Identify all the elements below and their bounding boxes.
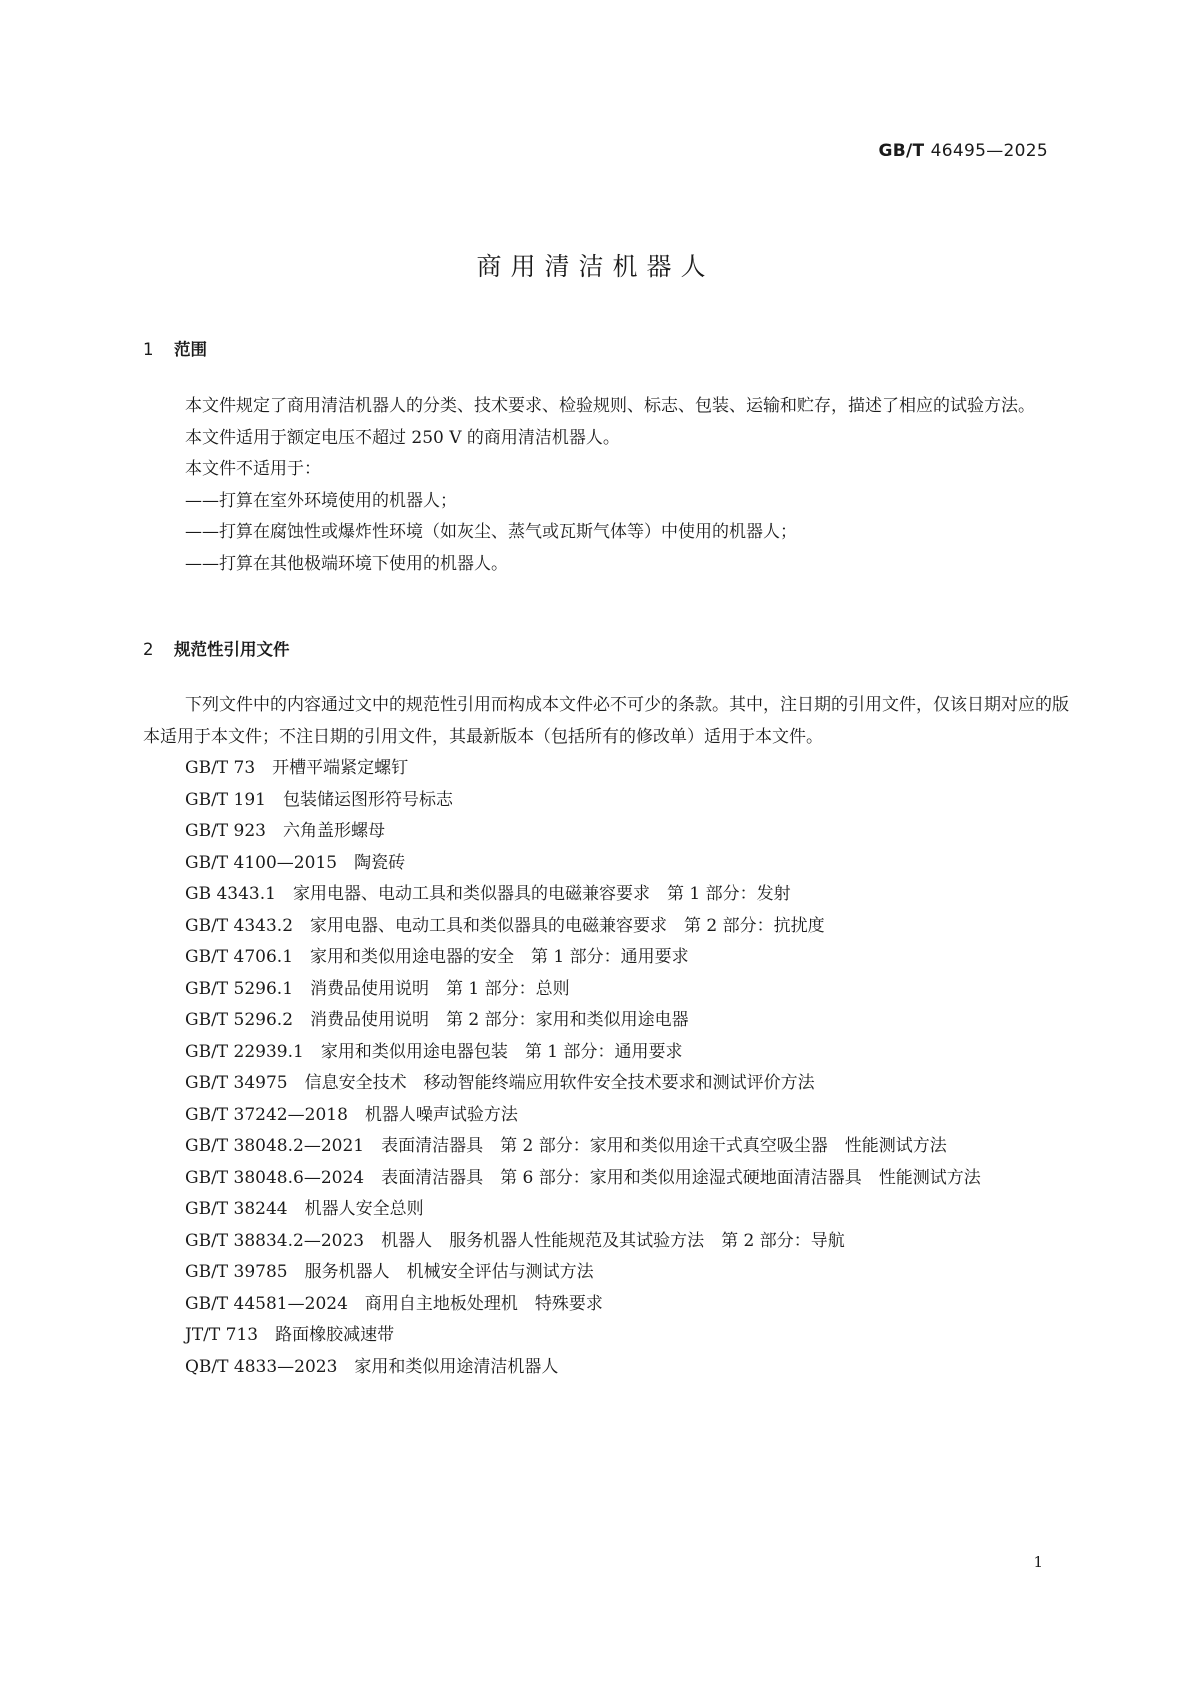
scope-exclusion-item: ——打算在腐蚀性或爆炸性环境（如灰尘、蒸气或瓦斯气体等）中使用的机器人； bbox=[185, 522, 797, 542]
reference-item: GB/T 22939.1 家用和类似用途电器包装 第 1 部分：通用要求 bbox=[185, 1041, 683, 1062]
scope-paragraph: 本文件适用于额定电压不超过 250 V 的商用清洁机器人。 bbox=[185, 427, 620, 448]
reference-item: QB/T 4833—2023 家用和类似用途清洁机器人 bbox=[185, 1356, 559, 1377]
section-1-number: 1 bbox=[143, 340, 154, 359]
section-1-heading bbox=[143, 336, 207, 360]
reference-item: JT/T 713 路面橡胶减速带 bbox=[185, 1325, 395, 1345]
reference-item: GB/T 34975 信息安全技术 移动智能终端应用软件安全技术要求和测试评价方法 bbox=[185, 1073, 815, 1093]
reference-item: GB/T 38834.2—2023 机器人 服务机器人性能规范及其试验方法 第 2 部分：导航 bbox=[185, 1230, 845, 1251]
standard-code: 46495—2025 bbox=[930, 141, 1048, 161]
section-2-title: 规范性引用文件 bbox=[174, 640, 290, 659]
standard-number bbox=[879, 141, 1048, 161]
reference-item: GB/T 4100—2015 陶瓷砖 bbox=[185, 852, 406, 873]
reference-item: GB/T 5296.1 消费品使用说明 第 1 部分：总则 bbox=[185, 978, 570, 999]
reference-item: GB/T 4706.1 家用和类似用途电器的安全 第 1 部分：通用要求 bbox=[185, 947, 689, 967]
reference-item: GB/T 38048.6—2024 表面清洁器具 第 6 部分：家用和类似用途湿式硬地面清洁器具 性能测试方法 bbox=[185, 1167, 981, 1188]
page-number: 1 bbox=[1033, 1553, 1043, 1571]
reference-item: GB/T 73 开槽平端紧定螺钉 bbox=[185, 758, 409, 778]
reference-item: GB/T 44581—2024 商用自主地板处理机 特殊要求 bbox=[185, 1293, 603, 1314]
scope-exclusion-item: ——打算在其他极端环境下使用的机器人。 bbox=[185, 553, 508, 574]
reference-item: GB/T 923 六角盖形螺母 bbox=[185, 821, 385, 841]
scope-paragraph: 本文件规定了商用清洁机器人的分类、技术要求、检验规则、标志、包装、运输和贮存，描述了相应的试验方法。 bbox=[185, 396, 1035, 416]
document-title: 商用清洁机器人 bbox=[476, 252, 715, 281]
reference-item: GB/T 37242—2018 机器人噪声试验方法 bbox=[185, 1104, 518, 1125]
section-2-number: 2 bbox=[143, 640, 154, 659]
section-2-heading bbox=[143, 636, 290, 660]
reference-item: GB 4343.1 家用电器、电动工具和类似器具的电磁兼容要求 第 1 部分：发射 bbox=[185, 884, 791, 904]
reference-item: GB/T 39785 服务机器人 机械安全评估与测试方法 bbox=[185, 1262, 594, 1282]
scope-paragraph: 本文件不适用于： bbox=[185, 459, 321, 479]
section-1-title: 范围 bbox=[174, 340, 207, 359]
reference-item: GB/T 191 包装储运图形符号标志 bbox=[185, 789, 453, 810]
reference-item: GB/T 4343.2 家用电器、电动工具和类似器具的电磁兼容要求 第 2 部分：抗扰度 bbox=[185, 915, 825, 936]
scope-exclusion-item: ——打算在室外环境使用的机器人； bbox=[185, 490, 457, 511]
reference-item: GB/T 38244 机器人安全总则 bbox=[185, 1199, 424, 1219]
standard-prefix: GB/T bbox=[878, 141, 925, 161]
references-intro: 下列文件中的内容通过文中的规范性引用而构成本文件必不可少的条款。其中，注日期的引用文件，仅该日期对应的版本适用于本文件；不注日期的引用文件，其最新版本（包括所有的修改单）适用于本文件。 bbox=[143, 695, 1069, 747]
section-2-body bbox=[143, 690, 1069, 1383]
reference-item: GB/T 5296.2 消费品使用说明 第 2 部分：家用和类似用途电器 bbox=[185, 1010, 689, 1030]
section-1-body bbox=[143, 391, 1069, 580]
reference-item: GB/T 38048.2—2021 表面清洁器具 第 2 部分：家用和类似用途干式真空吸尘器 性能测试方法 bbox=[185, 1136, 947, 1156]
